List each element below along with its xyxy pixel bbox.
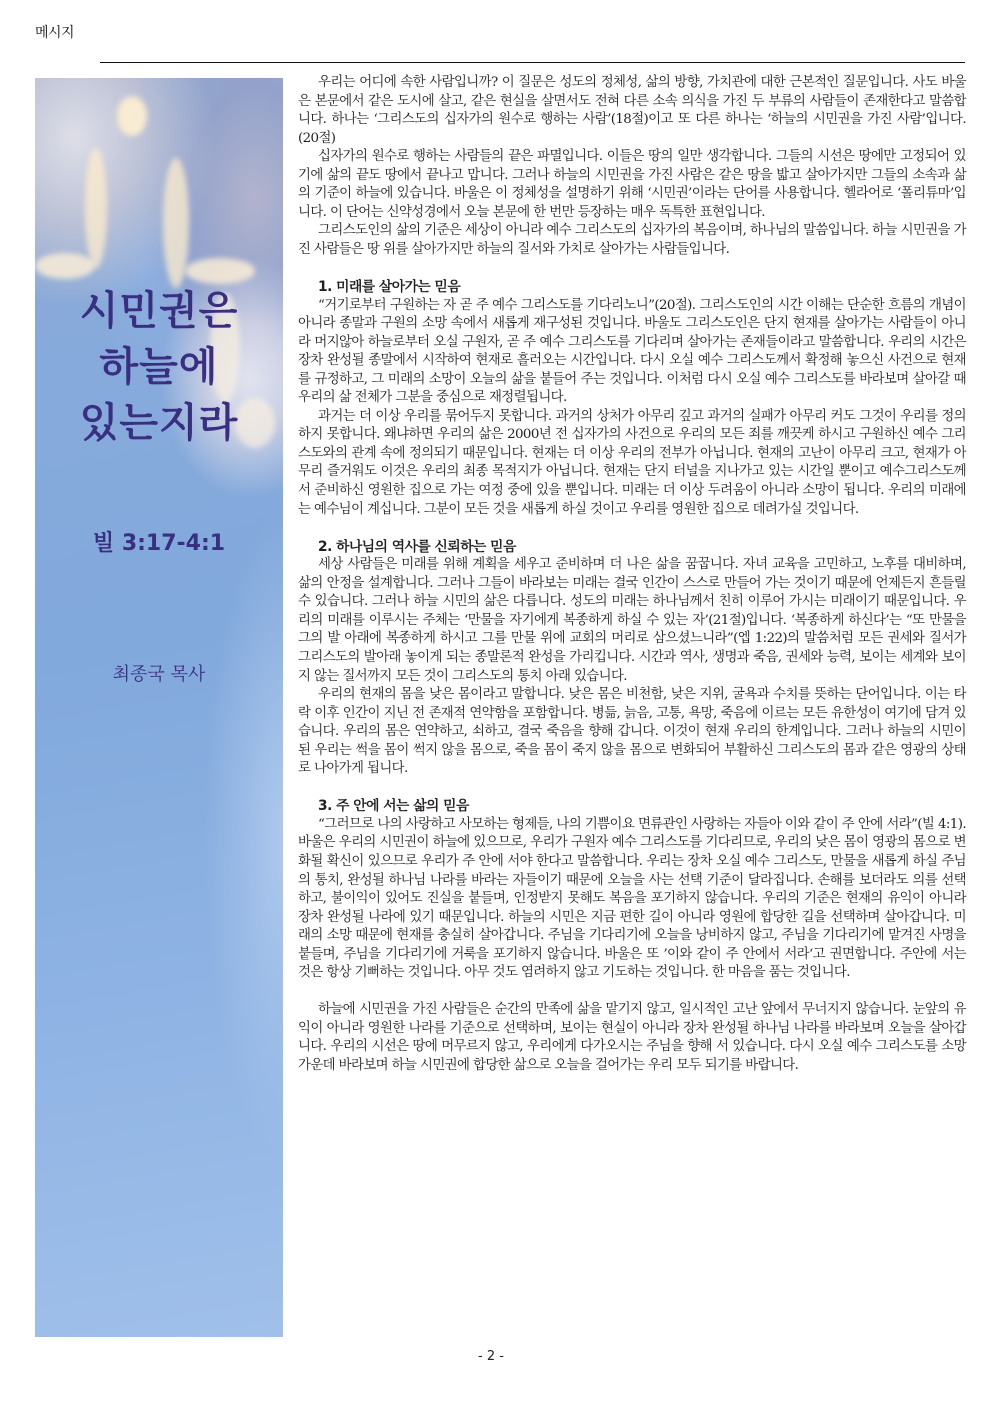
author-name: 최종국 목사: [112, 664, 206, 685]
section-label: 메시지: [35, 25, 75, 41]
section-heading: 2. 하나님의 역사를 신뢰하는 믿음: [318, 538, 516, 555]
intro-paragraph: 우리는 어디에 속한 사람입니까? 이 질문은 성도의 정체성, 삶의 방향, 가치관에 대한 근본적인 질문입니다. 사도 바울은 본문에서 같은 도시에 살고, 같은 현실을 살면서도 전혀 다른 소속 의식을 가진 두 부류의 사람들이 존재한다고 말씀합니다. 하나는 ‘그리스도의 십자가의 원수로 행하는 사람’(18절)이고 또 다른 하나는 ‘하늘의 시민권을 가진 사람’입니다.(20절): [298, 75, 966, 146]
cloud-highlight: [117, 96, 147, 136]
conclusion-paragraph: 하늘에 시민권을 가진 사람들은 순간의 만족에 삶을 맡기지 않고, 일시적인 고난 앞에서 무너지지 않습니다. 눈앞의 유익이 아니라 영원한 나라를 기준으로 선택하며, 보이는 현실이 아니라 장차 완성될 하나님 나라를 바라보며 오늘을 살아갑니다. 우리의 시선은 땅에 머무르지 않고, 우리에게 다가오시는 주님을 향해 서 있습니다. 다시 오실 예수 그리스도를 소망 가운데 바라보며 하늘 시민권에 합당한 삶으로 오늘을 걸어가는 우리 모두 되기를 바랍니다.: [298, 1002, 966, 1073]
body-paragraph: “거기로부터 구원하는 자 곧 주 예수 그리스도를 기다리노니”(20절). 그리스도인의 시간 이해는 단순한 흐름의 개념이 아니라 종말과 구원의 소망 속에서 새롭게 재구성된 것입니다. 바울도 그리스도인은 단지 현재를 살아가는 사람들이 아니라 머지않아 하늘로부터 오실 구원자, 곧 주 예수 그리스도를 기다리며 살아가는 존재들이라고 말씀합니다. 우리의 시간은 장차 완성될 종말에서 시작하여 현재로 흘러오는 시간입니다. 다시 오실 예수 그리스도께서 확정해 놓으신 사건으로 현재를 규정하고, 그 미래의 소망이 오늘의 삶을 붙들어 주는 것입니다. 이처럼 다시 오실 예수 그리스도를 바라보며 살아갈 때 우리의 삶 전체가 그분을 중심으로 재정렬됩니다.: [298, 297, 966, 406]
hero-image-panel: [35, 78, 283, 1337]
scripture-reference: 빌 3:17-4:1: [92, 531, 226, 556]
page-number: - 2 -: [478, 1349, 504, 1364]
spacer: [298, 519, 966, 538]
body-paragraph: “그러므로 나의 사랑하고 사모하는 형제들, 나의 기쁨이요 면류관인 사랑하는 자들아 이와 같이 주 안에 서라”(빌 4:1). 바울은 우리의 시민권이 하늘에 있으므로, 우리가 구원자 예수 그리스도를 기다리므로, 우리의 낮은 몸이 영광의 몸으로 변화될 확신이 있으므로 우리가 주 안에 서야 한다고 말씀합니다. 우리는 장차 오실 예수 그리스도, 만물을 새롭게 하실 주님의 통치, 완성될 하나님 나라를 바라는 자들이기 때문에 오늘을 사는 선택 기준이 달라집니다. 손해를 보더라도 의를 선택하고, 불이익이 있어도 진실을 붙들며, 인정받지 못해도 복음을 포기하지 않습니다. 우리의 기준은 현재의 유익이 아니라 장차 완성될 나라에 있기 때문입니다. 하늘의 시민은 지금 편한 길이 아니라 영원에 합당한 길을 선택하며 살아갑니다. 미래의 소망 때문에 현재를 충실히 살아갑니다. 주님을 기다리기에 오늘을 낭비하지 않고, 주님을 기다리기에 맡겨진 사명을 붙들며, 주님을 기다리기에 거룩을 포기하지 않습니다. 바울은 또 ’이와 같이 주 안에서 서라‘고 권면합니다. 주안에 서는 것은 항상 기뻐하는 것입니다. 아무 것도 염려하지 않고 기도하는 것입니다. 한 마음을 품는 것입니다.: [298, 816, 966, 981]
sermon-title: [35, 283, 283, 451]
intro-paragraph: 그리스도인의 삶의 기준은 세상이 아니라 예수 그리스도의 십자가의 복음이며, 하나님의 말씀입니다. 하늘 시민권을 가진 사람들은 땅 위를 살아가지만 하늘의 질서와 가치로 살아가는 사람들입니다.: [298, 223, 966, 257]
body-paragraph: 세상 사람들은 미래를 위해 계획을 세우고 준비하며 더 나은 삶을 꿈꿉니다. 자녀 교육을 고민하고, 노후를 대비하며, 삶의 안정을 설계합니다. 그러나 그들이 바라보는 미래는 결국 인간이 스스로 만들어 가는 것이기 때문에 언제든지 흔들릴 수 있습니다. 그러나 하늘 시민의 삶은 다릅니다. 성도의 미래는 하나님께서 친히 이루어 가시는 미래이기 때문입니다. 우리의 미래를 이루시는 주체는 ‘만물을 자기에게 복종하게 하실 수 있는 자’(21절)입니다. ‘복종하게 하신다’는 “또 만물을 그의 발 아래에 복종하게 하시고 그를 만물 위에 교회의 머리로 삼으셨느니라”(엡 1:22)의 말씀처럼 모든 권세와 질서가 그리스도의 발아래 놓이게 되는 종말론적 완성을 가리킵니다. 시간과 역사, 생명과 죽음, 권세와 능력, 보이는 세계와 보이지 않는 질서까지 모든 것이 그리스도의 통치 아래 있습니다.: [298, 557, 966, 684]
body-paragraph: 과거는 더 이상 우리를 묶어두지 못합니다. 과거의 상처가 아무리 깊고 과거의 실패가 아무리 커도 그것이 우리를 정의하지 못합니다. 왜냐하면 우리의 삶은 2000년 전 십자가의 사건으로 우리의 모든 죄를 깨끗케 하시고 구원하신 예수 그리스도와의 관계 속에 정의되기 때문입니다. 현재는 더 이상 우리의 전부가 아닙니다. 현재의 고난이 아무리 크고, 현재가 아무리 즐거워도 이것은 우리의 최종 목적지가 아닙니다. 현재는 단지 터널을 지나가고 있는 시간일 뿐이고 예수그리스도께서 준비하신 영원한 집으로 가는 여정 중에 있을 뿐입니다. 미래는 더 이상 두려움이 아니라 소망이 됩니다. 우리의 미래에는 예수님이 계십니다. 그분이 모든 것을 새롭게 하실 것이고 우리를 영원한 집으로 데려가실 것입니다.: [298, 408, 966, 517]
spacer: [298, 983, 966, 1002]
sermon-title-line: 있는지라: [79, 400, 239, 446]
header-rule: [100, 62, 965, 63]
section-heading: 3. 주 안에 서는 삶의 믿음: [318, 798, 469, 815]
cloud-highlight: [185, 258, 255, 284]
sermon-title-line: 하늘에: [99, 344, 219, 390]
intro-paragraph: 십자가의 원수로 행하는 사람들의 끝은 파멸입니다. 이들은 땅의 일만 생각합니다. 그들의 시선은 땅에만 고정되어 있기에 삶의 끝도 땅에서 끝나고 맙니다. 그러나 하늘의 시민권을 가진 사람은 같은 땅을 밟고 살아가지만 그들의 소속과 삶의 기준이 하늘에 있습니다. 바울은 이 정체성을 설명하기 위해 ‘시민권’이라는 단어를 사용합니다. 헬라어로 ‘폴리튜마’입니다. 이 단어는 신약성경에서 오늘 본문에 한 번만 등장하는 매우 독특한 표현입니다.: [298, 149, 966, 220]
cloud-highlight: [35, 253, 95, 279]
sermon-article: [298, 74, 966, 1076]
spacer: [298, 259, 966, 278]
cloud-highlight: [85, 148, 107, 268]
spacer: [298, 779, 966, 798]
section-heading: 1. 미래를 살아가는 믿음: [318, 279, 461, 296]
sermon-title-line: 시민권은: [79, 288, 239, 334]
body-paragraph: 우리의 현재의 몸을 낮은 몸이라고 말합니다. 낮은 몸은 비천함, 낮은 지위, 굴욕과 수치를 뜻하는 단어입니다. 이는 타락 이후 인간이 지닌 전 존재적 연약함을 포함합니다. 병듦, 늙음, 고통, 욕망, 죽음에 이르는 모든 유한성이 여기에 담겨 있습니다. 우리의 몸은 연약하고, 쇠하고, 결국 죽음을 향해 갑니다. 이것이 현재 우리의 한계입니다. 그러나 하늘의 시민이 된 우리는 썩을 몸이 썩지 않을 몸으로, 죽을 몸이 죽지 않을 몸으로 변화되어 부활하신 그리스도의 몸과 같은 영광의 상태로 나아가게 됩니다.: [298, 687, 966, 777]
section-header: [35, 20, 965, 64]
